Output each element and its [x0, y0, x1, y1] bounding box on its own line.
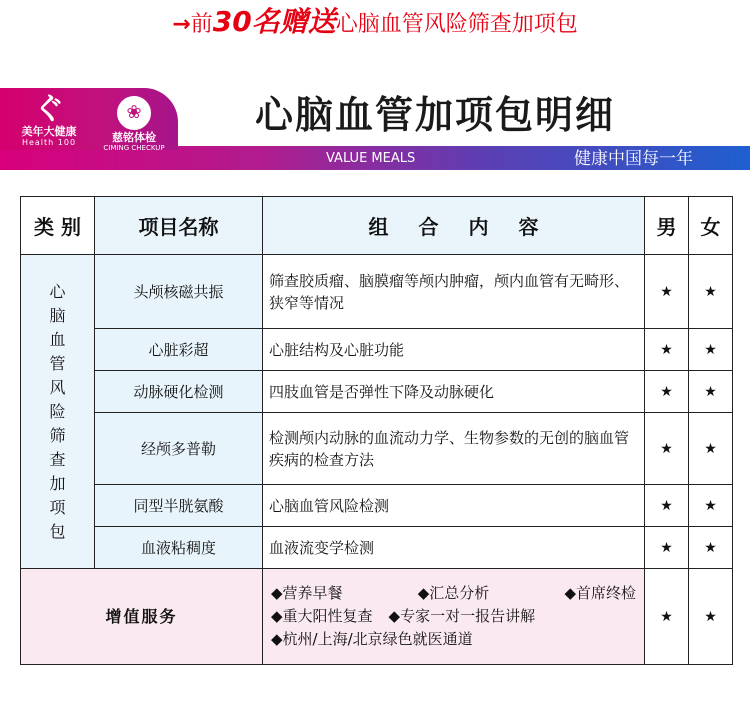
value-service-desc: [263, 569, 645, 665]
arrow-icon: →: [172, 12, 191, 37]
female-star-icon: ★: [689, 329, 733, 371]
value-service-line: [271, 605, 636, 628]
promo-highlight: 30名赠送: [212, 5, 336, 38]
service-item: ◆首席终检: [564, 584, 636, 602]
item-desc: 检测颅内动脉的血流动力学、生物参数的无创的脑血管疾病的检查方法: [263, 413, 645, 485]
promo-pre: 前: [190, 12, 213, 37]
male-star-icon: ★: [645, 569, 689, 665]
value-service-row: [21, 569, 733, 665]
item-name: 经颅多普勒: [95, 413, 263, 485]
category-char: 心: [49, 281, 66, 301]
promo-banner: [0, 0, 750, 44]
promo-post: 心脑血管风险筛查加项包: [335, 12, 578, 37]
category-char: 查: [49, 449, 66, 469]
ciming-logo-en: CIMING CHECKUP: [103, 144, 165, 152]
item-name: 动脉硬化检测: [95, 371, 263, 413]
category-char: 管: [49, 353, 66, 373]
header-female: 女: [689, 197, 733, 255]
category-char: 血: [49, 329, 66, 349]
table-row: [21, 329, 733, 371]
ciming-logo-cn: 慈铭体检: [112, 131, 156, 144]
category-cell: [21, 255, 95, 569]
male-star-icon: ★: [645, 527, 689, 569]
item-desc: 心脑血管风险检测: [263, 485, 645, 527]
item-name: 心脏彩超: [95, 329, 263, 371]
category-char: 筛: [49, 425, 66, 445]
ciming-logo: [94, 96, 174, 153]
item-desc: 四肢血管是否弹性下降及动脉硬化: [263, 371, 645, 413]
value-service-line: [271, 628, 636, 651]
male-star-icon: ★: [645, 371, 689, 413]
header: [0, 88, 750, 178]
service-item: ◆专家一对一报告讲解: [388, 607, 536, 625]
item-name: 同型半胱氨酸: [95, 485, 263, 527]
health100-logo: [16, 94, 82, 148]
header-category: 类 别: [21, 197, 95, 255]
service-item: ◆重大阳性复查: [271, 607, 373, 625]
header-male: 男: [645, 197, 689, 255]
page-title: 心脑血管加项包明细: [254, 93, 615, 137]
ciming-emblem-icon: ❀: [117, 96, 151, 130]
female-star-icon: ★: [689, 255, 733, 329]
service-item: ◆杭州/上海/北京绿色就医通道: [271, 630, 473, 648]
category-char: 脑: [49, 305, 66, 325]
table-row: [21, 527, 733, 569]
health100-logo-en: Health 100: [21, 138, 77, 147]
value-service-line: [271, 582, 636, 605]
header-item: 项目名称: [95, 197, 263, 255]
item-desc: 血液流变学检测: [263, 527, 645, 569]
table-header-row: [21, 197, 733, 255]
category-char: 项: [49, 497, 66, 517]
table-row: [21, 255, 733, 329]
package-table: [20, 196, 733, 665]
table-row: [21, 371, 733, 413]
male-star-icon: ★: [645, 255, 689, 329]
item-name: 血液粘稠度: [95, 527, 263, 569]
item-desc: 心脏结构及心脏功能: [263, 329, 645, 371]
service-item: ◆汇总分析: [417, 584, 490, 602]
female-star-icon: ★: [689, 527, 733, 569]
subtitle-en: VALUE MEALS: [326, 151, 416, 166]
health100-logo-cn: 美年大健康: [21, 125, 77, 138]
health100-logo-icon: ぐ: [34, 92, 64, 127]
item-name: 头颅核磁共振: [95, 255, 263, 329]
male-star-icon: ★: [645, 485, 689, 527]
male-star-icon: ★: [645, 413, 689, 485]
category-char: 加: [49, 473, 66, 493]
header-content: 组合内容: [263, 197, 645, 255]
item-desc: 筛查胶质瘤、脑膜瘤等颅内肿瘤，颅内血管有无畸形、狭窄等情况: [263, 255, 645, 329]
value-service-name: 增值服务: [21, 569, 263, 665]
male-star-icon: ★: [645, 329, 689, 371]
female-star-icon: ★: [689, 485, 733, 527]
category-char: 风: [49, 377, 66, 397]
service-item: ◆营养早餐: [271, 584, 343, 602]
logo-panel: [0, 88, 178, 150]
female-star-icon: ★: [689, 569, 733, 665]
slogan: 健康中国每一年: [574, 149, 693, 169]
category-char: 包: [49, 521, 66, 541]
table-row: [21, 413, 733, 485]
table-row: [21, 485, 733, 527]
female-star-icon: ★: [689, 413, 733, 485]
category-char: 险: [49, 401, 66, 421]
female-star-icon: ★: [689, 371, 733, 413]
